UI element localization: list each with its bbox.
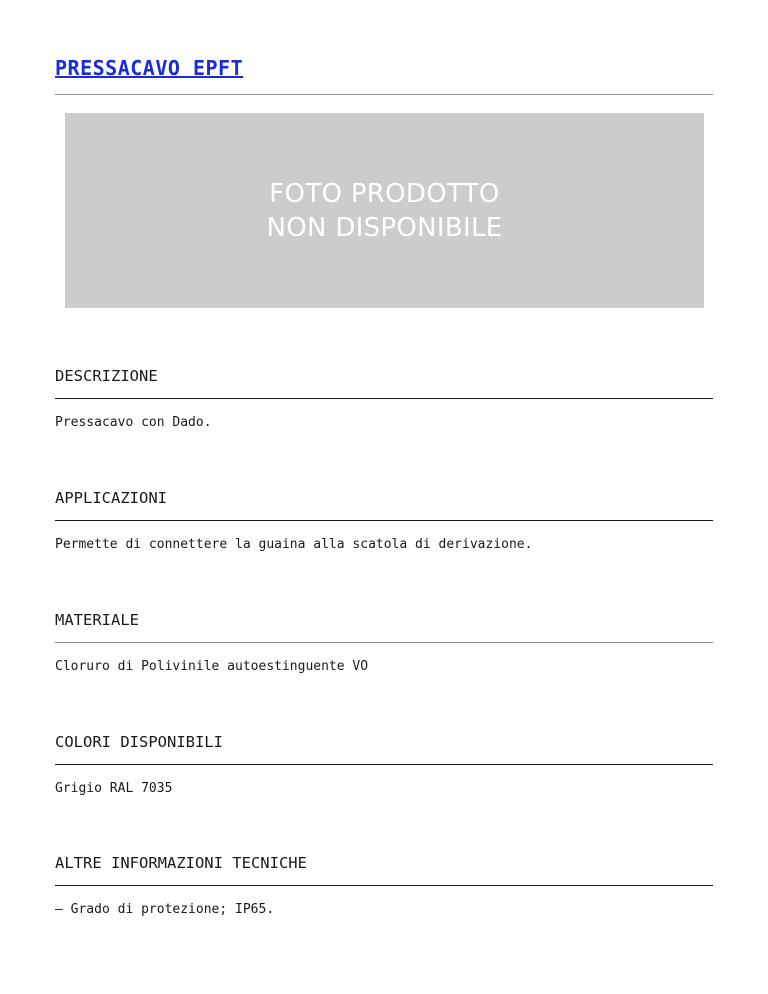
- section-descrizione: [55, 366, 713, 430]
- section-heading-applicazioni: APPLICAZIONI: [55, 489, 167, 507]
- section-heading-colori: COLORI DISPONIBILI: [55, 733, 223, 751]
- product-photo-placeholder: [65, 113, 704, 308]
- section-divider: [55, 764, 713, 765]
- photo-placeholder-line-2: NON DISPONIBILE: [266, 212, 503, 243]
- section-materiale: [55, 610, 713, 674]
- section-heading-descrizione: DESCRIZIONE: [55, 367, 158, 385]
- section-colori-disponibili: [55, 732, 713, 796]
- section-text-descrizione: Pressacavo con Dado.: [55, 415, 212, 430]
- section-text-applicazioni: Permette di connettere la guaina alla scatola di derivazione.: [55, 537, 533, 552]
- section-divider: [55, 642, 713, 643]
- product-title-link[interactable]: PRESSACAVO EPFT: [55, 56, 244, 80]
- title-divider: [55, 94, 713, 95]
- section-divider: [55, 398, 713, 399]
- section-text-materiale: Cloruro di Polivinile autoestinguente VO: [55, 659, 369, 674]
- section-text-colori: Grigio RAL 7035: [55, 781, 173, 796]
- photo-placeholder-line-1: FOTO PRODOTTO: [269, 178, 500, 209]
- section-heading-materiale: MATERIALE: [55, 611, 139, 629]
- section-altre-informazioni: [55, 853, 713, 917]
- section-text-altre-informazioni: – Grado di protezione; IP65.: [55, 902, 275, 917]
- product-sheet: [55, 0, 713, 917]
- section-heading-altre-informazioni: ALTRE INFORMAZIONI TECNICHE: [55, 854, 307, 872]
- section-divider: [55, 520, 713, 521]
- section-divider: [55, 885, 713, 886]
- section-applicazioni: [55, 488, 713, 552]
